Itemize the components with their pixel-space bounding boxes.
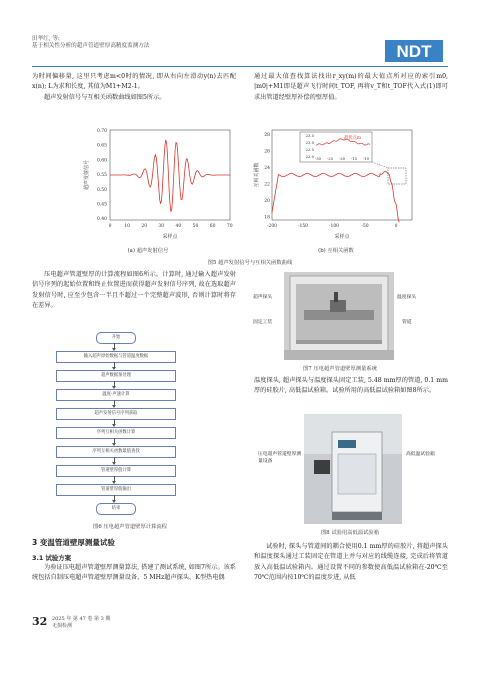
flow-arrow (114, 457, 115, 463)
inset-x-tick-label: -10 (362, 156, 370, 161)
ndt-logo (385, 40, 443, 62)
annotation: 最优点m (344, 136, 361, 141)
x-tick-label: 20 (141, 224, 148, 229)
x-tick-label: 50 (192, 224, 199, 229)
paragraph: 超声发射信号与互相关函数曲线如图5所示。 (44, 93, 166, 101)
y-tick-label: 0.65 (96, 143, 107, 149)
flow-arrow (114, 362, 115, 368)
inset-y-tick-label: 23.0 (305, 140, 314, 145)
left-column-top (32, 72, 236, 103)
inset-x-tick-label: -20 (338, 156, 346, 161)
figure-8-photo (304, 414, 402, 524)
y-tick-label: 0.40 (96, 217, 107, 223)
figure-caption: 图5 超声发射信号与互相关函数曲线 (207, 260, 293, 266)
y-tick-label: 22 (264, 182, 270, 188)
flow-arrow (114, 419, 115, 425)
inset-y-tick-label: 22.0 (305, 154, 314, 159)
y-tick-label: 0.60 (96, 158, 107, 164)
y-tick-label: 28 (264, 133, 270, 138)
x-tick-label: 60 (209, 224, 216, 229)
left-column-bottom (32, 563, 236, 584)
x-tick-label: 10 (124, 224, 130, 229)
flow-step: 超声发射信号序列获取 (56, 408, 176, 420)
flow-end: 结束 (96, 503, 136, 515)
left-column-mid (32, 270, 236, 312)
label-pipe: 管道 (402, 320, 412, 325)
y-tick-label: 0.70 (96, 129, 107, 134)
flow-arrow (114, 343, 115, 349)
header-title: 基于相关性分析的超声管道壁厚高精度监测方法 (32, 43, 150, 49)
subcaption: (b) 互相关函数 (318, 248, 354, 254)
right-column-top (254, 72, 448, 103)
flow-arrow (114, 476, 115, 482)
axis-label: 采样点 (334, 234, 350, 240)
figure-5b-chart (252, 126, 427, 241)
label-probe-temperature: 温度探头 (397, 295, 417, 300)
x-tick-label: 0 (108, 224, 112, 229)
journal-info (52, 616, 110, 630)
paragraph: 为时间偏移量, 这里只考虑m<0时的情况, 即从右向左滑动y(n)去匹配x(n); L为求和长度, 其值为M1+M2-1。 (32, 73, 236, 91)
paragraph: 通过最大值查找算法找出r_xy(m)的最大值点所对应的索引m0, |m0|+M1即是超声飞行时间t_TOF, 再将v_T和t_TOF代入式(1)即可求出管道经壁厚补偿的壁厚值。 (254, 73, 448, 101)
section-heading: 3 变温管道壁厚测量试验 (32, 538, 115, 547)
x-tick-label: -50 (361, 224, 369, 229)
label-probe-ultrasonic: 超声探头 (253, 295, 273, 300)
figure-caption: 图7 压电超声管道壁厚测量系统 (303, 366, 377, 372)
x-tick-label: 70 (226, 224, 233, 229)
axis-label: 超声发射信号 (84, 159, 90, 191)
journal-name: 无损检测 (52, 623, 73, 629)
x-tick-label: -150 (297, 224, 309, 229)
paragraph: 为验证压电超声管道壁厚测量算法, 搭建了测试系统, 如图7所示。该系统包括自制压电超声管道壁厚测量设备、5 MHz超声探头、K型热电偶 (32, 564, 236, 582)
flow-arrow (114, 400, 115, 406)
inset-x-tick-label: -25 (326, 156, 334, 161)
y-tick-label: 0.55 (96, 173, 107, 179)
flow-arrow (114, 438, 115, 444)
x-tick-label: 40 (175, 224, 182, 229)
header-rule (32, 66, 448, 67)
inset-x-tick-label: -15 (350, 156, 358, 161)
figure-7-photo (284, 272, 394, 360)
figure-6-flowchart (40, 332, 210, 522)
inset-x-tick-label: -30 (314, 156, 322, 161)
paragraph: 温度探头, 超声探头与温度探头固定工装, 5.48 mm厚的管道, 0.1 mm厚的硅胶片, 高低温试验箱。试验所用的高低温试验箱如图8所示。 (254, 377, 448, 395)
axis-label: 采样点 (162, 234, 178, 240)
right-column-mid (254, 376, 448, 397)
inset-y-tick-label: 22.5 (305, 147, 314, 152)
inset-y-tick-label: 23.5 (305, 133, 314, 138)
subsection-heading: 3.1 试验方案 (32, 554, 72, 562)
flow-step: 输入超声原始数据与管道温度数据 (56, 351, 176, 363)
flow-arrow (114, 495, 115, 501)
flow-step: 序列互相关函数计算 (56, 427, 176, 439)
flow-arrow (114, 381, 115, 387)
x-tick-label: -200 (266, 224, 278, 229)
journal-issue: 2025 年 第 47 卷 第 3 期 (52, 616, 111, 622)
subcaption: (a) 超声发射信号 (127, 248, 169, 254)
x-tick-label: 30 (158, 224, 165, 229)
y-tick-label: 0.50 (96, 187, 107, 193)
label-device: 压电超声管道壁厚测量设备 (258, 452, 302, 464)
flow-step: 管道壁厚值输出 (56, 484, 176, 496)
paragraph: 试验时, 探头与管道间的耦合使用0.1 mm厚的硅胶片, 将超声探头和温度探头通过工装固定在管道上并与对应的线缆连接, 完成后将管道放入高低温试验箱内。通过设置不同的参数使高低温试验箱在-20℃至70℃范围内按10℃的温度步进, 从低 (254, 543, 448, 582)
y-tick-label: 0.45 (96, 202, 107, 208)
flow-step: 管道壁厚值计算 (56, 465, 176, 477)
label-fixture: 固定工装 (253, 320, 273, 325)
y-tick-label: 26 (264, 149, 270, 155)
axis-label: 互相关函数 (254, 162, 260, 188)
paragraph: 压电超声管道壁厚的计算流程如图6所示。计算时, 通过输入超声发射信号序列的起始位置和终止位置进而获得超声发射信号序列, 故在选取超声发射信号时, 应至少包含一半且不超过一个完整超声波形, 否则计算时将存在差异。 (32, 271, 236, 310)
x-tick-label: -100 (328, 224, 340, 229)
header-authors: 田华红, 等: (32, 36, 60, 42)
right-column-bottom (254, 542, 448, 584)
running-header (32, 36, 149, 50)
flow-step: 序列互相关函数最值查找 (56, 446, 176, 458)
page-number: 32 (32, 615, 48, 628)
flow-start: 开始 (96, 332, 136, 344)
flow-step: 超声数据预处理 (56, 370, 176, 382)
flow-step: 温度-声速计算 (56, 389, 176, 401)
x-tick-label: 0 (394, 224, 398, 229)
y-tick-label: 20 (264, 199, 270, 204)
figure-caption: 图6 压电超声管道壁厚计算流程 (93, 524, 167, 530)
y-tick-label: 24 (264, 166, 270, 171)
y-tick-label: 18 (264, 215, 270, 221)
label-chamber: 高低温试验箱 (406, 452, 435, 457)
figure-5a-chart (80, 126, 240, 241)
figure-caption: 图8 试验用高低温试验箱 (320, 530, 380, 536)
logo-text: NDT (396, 42, 432, 61)
